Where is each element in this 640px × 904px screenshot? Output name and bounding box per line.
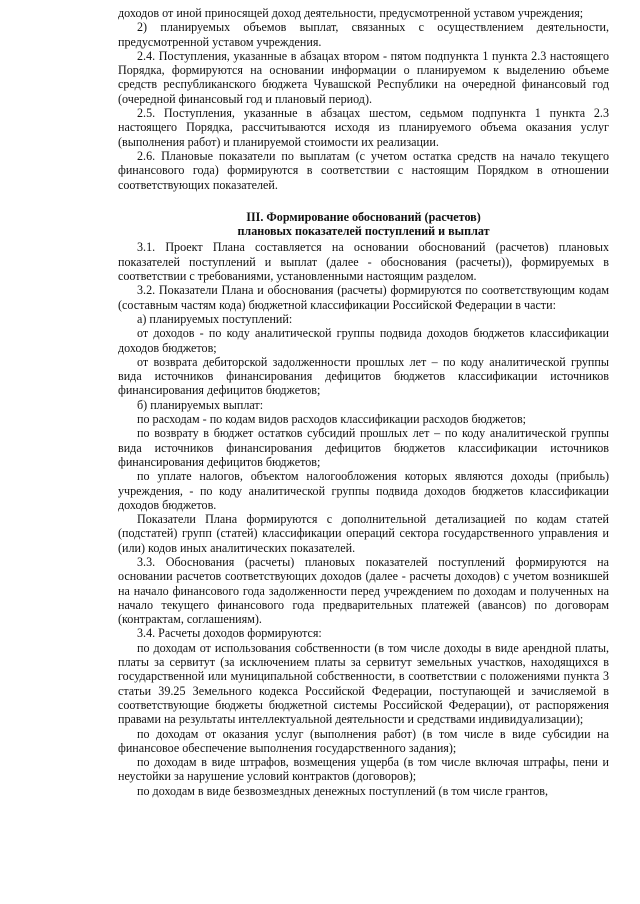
list-item: от доходов - по коду аналитической группы подвида доходов бюджетов классификации доходов бюджетов; bbox=[118, 326, 609, 355]
section-heading-line-2: плановых показателей поступлений и выплат bbox=[237, 224, 490, 239]
paragraph-2-6: 2.6. Плановые показатели по выплатам (с учетом остатка средств на начало текущего финансового года) формируются в соответствии с настоящим Порядком в отношении соответствующих показателей. bbox=[118, 148, 609, 192]
list-item: от возврата дебиторской задолженности прошлых лет – по коду аналитической группы вида источников финансирования дефицитов бюджетов классификации источников финансирования дефицитов бюджетов; bbox=[118, 354, 609, 398]
paragraph-3-2: 3.2. Показатели Плана и обоснования (расчеты) формируются по соответствующим кодам (составным частям кода) бюджетной классификации Российской Федерации в части: bbox=[118, 283, 609, 312]
section-heading bbox=[118, 210, 609, 239]
list-item: по уплате налогов, объектом налогообложения которых являются доходы (прибыль) учреждения, - по коду аналитической группы подвида доходов бюджетов классификации доходов бюджетов. bbox=[118, 469, 609, 512]
list-item: по возврату в бюджет остатков субсидий прошлых лет – по коду аналитической группы вида источников финансирования дефицитов бюджетов классификации источников финансирования дефицитов бюджетов; bbox=[118, 426, 609, 469]
list-heading-a: а) планируемых поступлений: bbox=[137, 311, 293, 326]
paragraph-3-4: 3.4. Расчеты доходов формируются: bbox=[137, 626, 322, 641]
paragraph: Показатели Плана формируются с дополнительной детализацией по кодам статей (подстатей) групп (статей) классификации операций сектора государственного управления и (или) кодов иных аналитических показателей. bbox=[118, 512, 609, 555]
section-heading-line-1: III. Формирование обоснований (расчетов) bbox=[246, 209, 481, 224]
paragraph: доходов от иной приносящей доход деятельности, предусмотренной уставом учреждения; bbox=[118, 6, 584, 20]
list-item: по доходам в виде безвозмездных денежных поступлений (в том числе грантов, bbox=[137, 783, 549, 798]
paragraph: 2) планируемых объемов выплат, связанных с осуществлением деятельности, предусмотренной уставом учреждения. bbox=[118, 20, 609, 49]
paragraph-2-5: 2.5. Поступления, указанные в абзацах шестом, седьмом подпункта 1 пункта 2.3 настоящего Порядка, рассчитываются исходя из планируемого объема оказания услуг (выполнения работ) и планируемой стоимости их реализации. bbox=[118, 106, 609, 149]
section-body bbox=[118, 240, 609, 798]
list-item: по доходам от использования собственности (в том числе доходы в виде арендной платы, платы за сервитут (за исключением платы за сервитут земельных участков, находящихся в государственной или муниципальной собственности, в соответствии с положениями пункта 3 статьи 39.25 Земельного кодекса Российской Федерации, поступающей и зачисляемой в соответствующие бюджеты бюджетной системы Российской Федерации), от распоряжения правами на результаты интеллектуальной деятельности и средствами индивидуализации); bbox=[118, 640, 609, 727]
list-item: по доходам в виде штрафов, возмещения ущерба (в том числе включая штрафы, пени и неустойки за нарушение условий контрактов (договоров); bbox=[118, 755, 609, 784]
list-item: по доходам от оказания услуг (выполнения работ) (в том числе в виде субсидии на финансовое обеспечение выполнения государственного задания); bbox=[118, 726, 609, 755]
intro-block bbox=[118, 6, 609, 192]
paragraph-3-3: 3.3. Обоснования (расчеты) плановых показателей поступлений формируются на основании расчетов соответствующих доходов (далее - расчеты доходов) с учетом возникшей на начало финансового года задолженности перед учреждением по доходам и полученных на начало текущего финансового года предварительных платежей (авансов) по договорам (контрактам, соглашениям). bbox=[118, 554, 609, 627]
paragraph-3-1: 3.1. Проект Плана составляется на основании обоснований (расчетов) плановых показателей поступлений и выплат (далее - обоснования (расчеты)), формируемых в соответствии с требованиями, установленными настоящим разделом. bbox=[118, 240, 609, 284]
list-item: по расходам - по кодам видов расходов классификации расходов бюджетов; bbox=[137, 412, 527, 427]
list-heading-b: б) планируемых выплат: bbox=[137, 397, 264, 412]
paragraph-2-4: 2.4. Поступления, указанные в абзацах втором - пятом подпункта 1 пункта 2.3 настоящего Порядка, формируются на основании информации о планируемом к выделению объеме средств республиканского бюджета Чувашской Республики на очередной финансовый год (очередной финансовый год и плановый период). bbox=[118, 48, 609, 106]
